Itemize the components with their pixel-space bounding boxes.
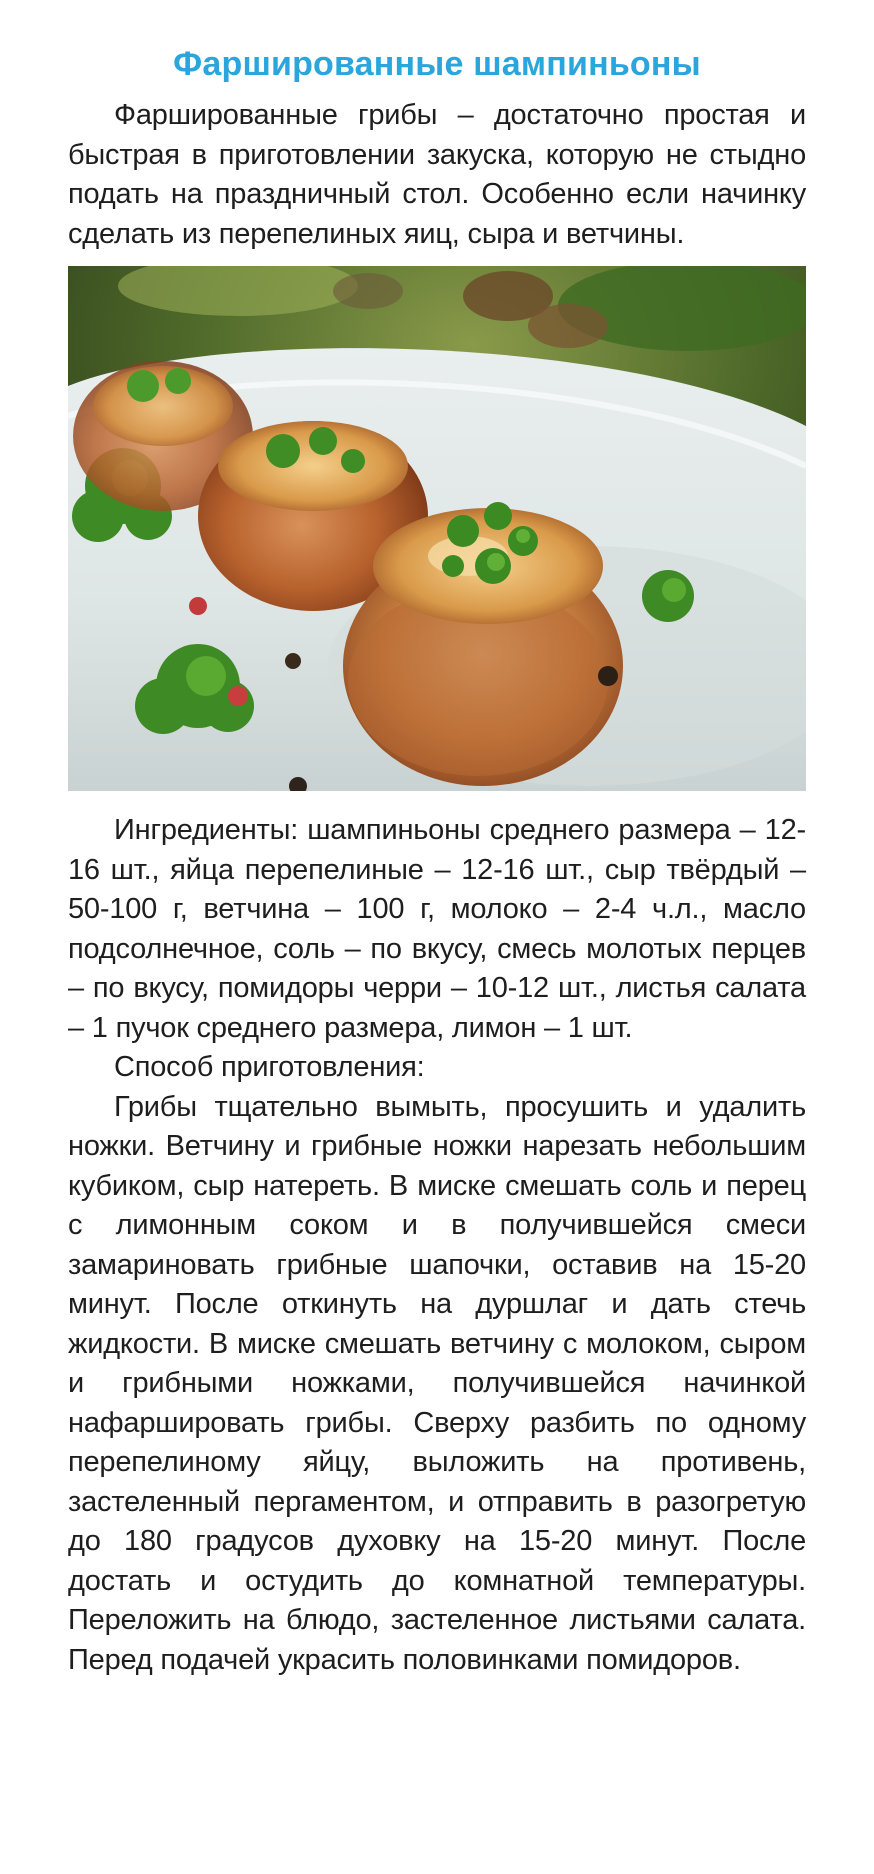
recipe-title: Фаршированные шампиньоны: [173, 45, 701, 83]
method-paragraph: Грибы тщательно вымыть, просушить и удалить ножки. Ветчину и грибные ножки нарезать небольшим кубиком, сыр натереть. В миске смешать соль и перец с лимонным соком и в получившейся смеси замариновать грибные шапочки, оставив на 15-20 минут. После откинуть на дуршлаг и дать стечь жидкости. В миске смешать ветчину с молоком, сыром и грибными ножками, получившейся начинкой нафаршировать грибы. Сверху разбить по одному перепелиному яйцу, выложить на противень, застеленный пергаментом, и отправить в разогретую до 180 градусов духовку на 15-20 минут. После достать и остудить до комнатной температуры. Переложить на блюдо, застеленное листьями салата. Перед подачей украсить половинками помидоров.: [68, 1090, 806, 1676]
method-heading: Способ приготовления:: [114, 1051, 425, 1083]
stuffed-mushrooms-photo: [68, 266, 806, 791]
ingredients-paragraph: Ингредиенты: шампиньоны среднего размера – 12-16 шт., яйца перепелиные – 12-16 шт., сыр твёрдый – 50-100 г, ветчина – 100 г, молоко – 2-4 ч.л., масло подсолнечное, соль – по вкусу, смесь молотых перцев – по вкусу, помидоры черри – 10-12 шт., листья салата – 1 пучок среднего размера, лимон – 1 шт.: [68, 814, 806, 1044]
intro-paragraph: Фаршированные грибы – достаточно простая и быстрая в приготовлении закуска, которую не стыдно подать на праздничный стол. Особенно если начинку сделать из перепелиных яиц, сыра и ветчины.: [68, 99, 806, 250]
recipe-page: [68, 40, 806, 1680]
